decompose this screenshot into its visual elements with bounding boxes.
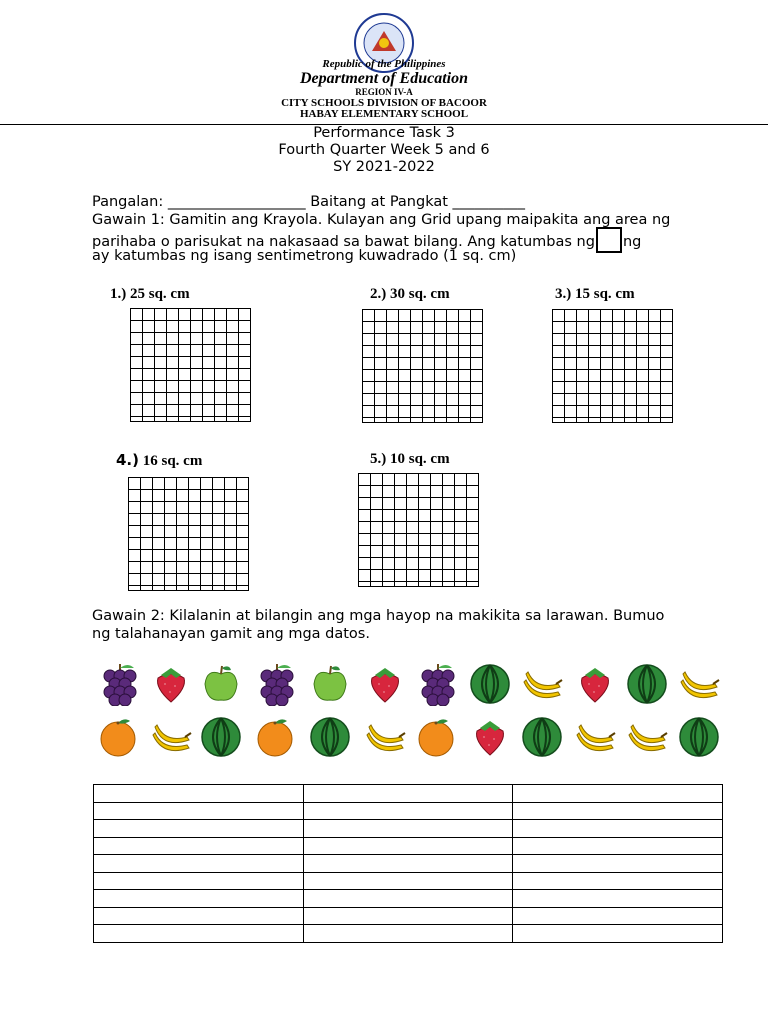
table-row [94,872,723,890]
apple-icon [199,662,243,706]
region-heading: REGION IV-A [355,87,413,97]
table-cell[interactable] [513,785,723,803]
table-cell[interactable] [303,907,513,925]
banana-icon [520,662,564,706]
watermelon-icon [520,715,564,759]
table-cell[interactable] [513,837,723,855]
grid-3[interactable] [552,309,673,423]
table-row [94,925,723,943]
table-cell[interactable] [513,907,723,925]
table-cell[interactable] [303,802,513,820]
quarter-title: Fourth Quarter Week 5 and 6 [278,142,490,158]
grid-2[interactable] [362,309,483,423]
table-row [94,890,723,908]
strawberry-icon [149,662,193,706]
grid-4[interactable] [128,477,249,591]
division-heading: CITY SCHOOLS DIVISION OF BACOOR [281,97,487,109]
school-year: SY 2021-2022 [333,159,435,175]
table-row [94,802,723,820]
table-cell[interactable] [303,785,513,803]
watermelon-icon [625,662,669,706]
table-cell[interactable] [303,890,513,908]
banana-icon [677,662,721,706]
watermelon-icon [677,715,721,759]
banana-icon [363,715,407,759]
apple-icon [308,662,352,706]
table-cell[interactable] [513,820,723,838]
table-cell[interactable] [94,785,304,803]
table-row [94,785,723,803]
table-cell[interactable] [303,820,513,838]
table-cell[interactable] [94,890,304,908]
school-heading: HABAY ELEMENTARY SCHOOL [299,108,469,120]
name-grade-line: Pangalan: ___________________ Baitang at Pangkat __________ [92,194,526,210]
republic-heading: Republic of the Philippines [322,58,446,70]
item-4-label: 4.) 16 sq. cm [116,451,203,469]
grid-1[interactable] [130,308,251,422]
strawberry-icon [573,662,617,706]
orange-icon [96,715,140,759]
watermelon-icon [199,715,243,759]
table-cell[interactable] [303,872,513,890]
item-1-label: 1.) 25 sq. cm [110,286,190,302]
table-row [94,855,723,873]
grapes-icon [253,662,297,706]
banana-icon [573,715,617,759]
table-row [94,837,723,855]
gawain1-line2b: ng [622,234,642,250]
table-cell[interactable] [303,855,513,873]
table-row [94,907,723,925]
strawberry-icon [363,662,407,706]
banana-icon [149,715,193,759]
table-cell[interactable] [513,872,723,890]
table-cell[interactable] [94,907,304,925]
gawain2-line2: ng talahanayan gamit ang mga datos. [92,626,370,642]
table-cell[interactable] [94,820,304,838]
item-3-label: 3.) 15 sq. cm [555,286,635,302]
watermelon-icon [468,662,512,706]
orange-icon [414,715,458,759]
table-cell[interactable] [94,872,304,890]
banana-icon [625,715,669,759]
department-heading: Department of Education [299,70,468,87]
strawberry-icon [468,715,512,759]
table-cell[interactable] [513,925,723,943]
table-cell[interactable] [303,837,513,855]
table-cell[interactable] [513,802,723,820]
table-cell[interactable] [94,855,304,873]
orange-icon [253,715,297,759]
gawain2-line1: Gawain 2: Kilalanin at bilangin ang mga hayop na makikita sa larawan. Bumuo [92,608,665,624]
gawain1-line3: ay katumbas ng isang sentimetrong kuwadrado (1 sq. cm) [92,248,517,264]
item-2-label: 2.) 30 sq. cm [370,286,450,302]
table-cell[interactable] [94,802,304,820]
table-cell[interactable] [94,925,304,943]
watermelon-icon [308,715,352,759]
grid-5[interactable] [358,473,479,587]
data-table[interactable] [93,784,723,943]
item-5-label: 5.) 10 sq. cm [370,451,450,467]
gawain1-line1: Gawain 1: Gamitin ang Krayola. Kulayan ang Grid upang maipakita ang area ng [92,212,671,228]
table-cell[interactable] [303,925,513,943]
gawain1-line2a: parihaba o parisukat na nakasaad sa bawat bilang. Ang katumbas ng [92,234,595,250]
table-cell[interactable] [513,890,723,908]
grapes-icon [96,662,140,706]
table-cell[interactable] [94,837,304,855]
table-cell[interactable] [513,855,723,873]
table-row [94,820,723,838]
grapes-icon [414,662,458,706]
task-title: Performance Task 3 [313,125,455,141]
